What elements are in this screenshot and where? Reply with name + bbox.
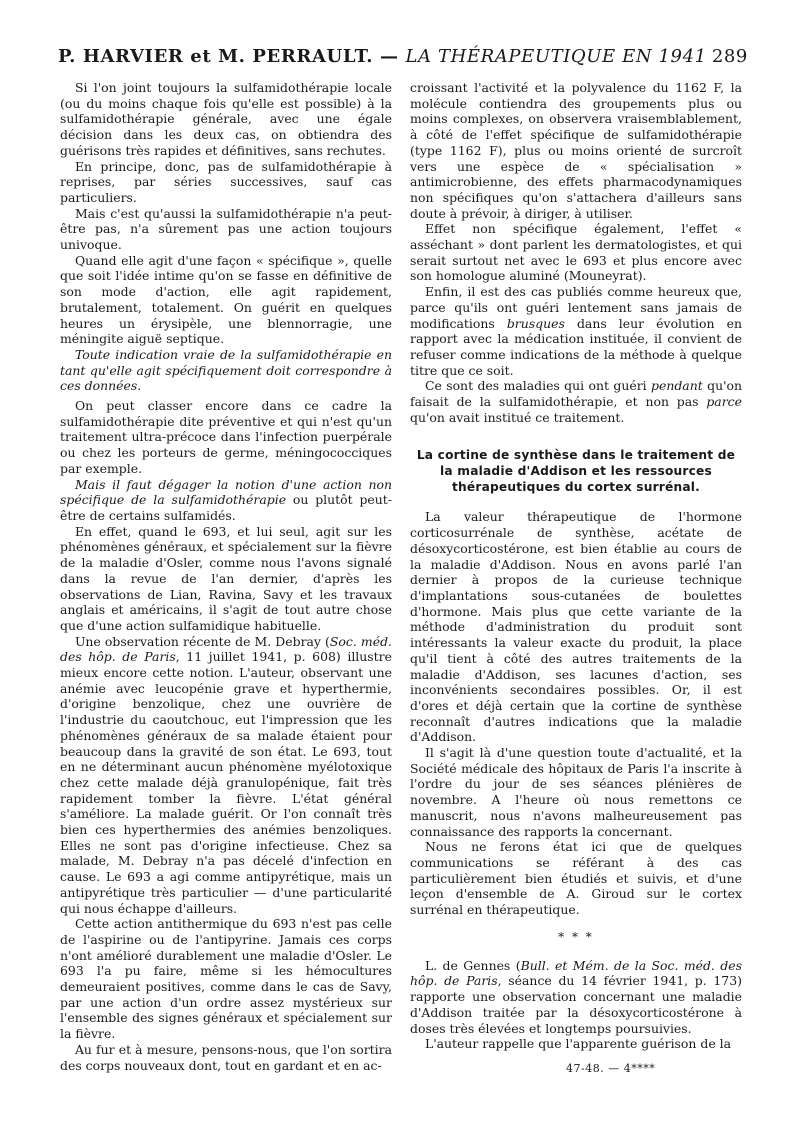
paragraph-text: Enfin, il est des cas publiés comme heureux que, parce qu'ils ont guéri lentement sans jamais de modifications [410,284,742,331]
paragraph: Mais c'est qu'aussi la sulfamidothérapie n'a peut-être pas, n'a sûrement pas une action toujours univoque. [60,205,392,253]
paragraph: Il s'agit là d'une question toute d'actualité, et la Société médicale des hôpitaux de Paris l'a inscrite à l'ordre du jour de ses séances plénières de novembre. A l'heure où nous remettons ce manuscrit, nous n'avons malheureusement pas connaissance des rapports la concernant. [410,745,742,839]
paragraph-text: Une observation récente de M. Debray ( [74,633,330,649]
paragraph: En principe, donc, pas de sulfamidothérapie à reprises, par séries successives, sauf cas particuliers. [60,158,392,205]
signature-mark: 47-48. — 4**** [566,1062,656,1075]
header-running-title: LA THÉRAPEUTIQUE EN 1941 [405,46,707,67]
paragraph: Cette action antithermique du 693 n'est pas celle de l'aspirine ou de l'antipyrine. Jamais ces corps n'ont amélioré durablement une maladie d'Osler. Le 693 l'a pu faire, même si les hémocultures demeuraient positives, comme dans le cas de Savy, par une action d'un ordre assez mystérieux sur l'ensemble des signes généraux et spécialement sur la fièvre. [60,916,392,1042]
italic-text: pendant [651,378,703,394]
section-heading: La cortine de synthèse dans le traitement de la maladie d'Addison et les ressources thérapeutiques du cortex surrénal. [416,448,736,495]
paragraph: Quand elle agit d'une façon « spécifique », quelle que soit l'idée intime qu'on se fasse en définitive de son mode d'action, elle agit rapidement, brutalement, totalement. On guérit en quelques heures un érysipèle, une blennorragie, une méningite aiguë septique. [60,252,392,347]
paragraph: En effet, quand le 693, et lui seul, agit sur les phénomènes généraux, et spécialement sur la fièvre de la maladie d'Osler, comme nous l'avons signalé dans la revue de l'an dernier, d'après les observations de Lian, Ravina, Savy et les travaux anglais et américains, il s'agit de tout autre chose que d'une action sulfamidique habituelle. [60,523,392,633]
paragraph-text: dans leur évolution en rapport avec la médication instituée, il convient de refuser comme indications de la méthode à quelque titre que ce soit. [410,315,742,378]
paragraph [410,958,742,1037]
paragraph: Nous ne ferons état ici que de quelques communications se référant à des cas particulièrement bien étudiés et suivis, et d'une leçon d'ensemble de A. Giroud sur le cortex surrénal en thérapeutique. [410,839,742,918]
paragraph [410,284,742,378]
paragraph: La valeur thérapeutique de l'hormone corticosurrénale de synthèse, acétate de désoxycorticostérone, est bien établie au cours de la maladie d'Addison. Nous en avons parlé l'an dernier à propos de la curieuse technique d'implantations sous-cutanées de boulettes d'hormone. Mais plus que cette variante de la méthode d'administration du produit sont intéressants la valeur exacte du produit, la place qu'il tient à côté des autres traitements de la maladie d'Addison, ses lacunes d'action, ses inconvénients secondaires possibles. Or, il est d'ores et déjà certain que la cortine de synthèse reconnaît d'autres indications que la maladie d'Addison. [410,509,742,745]
italic-text: Mais il faut dégager la notion d'une action non spécifique de la sulfamidothérapie [60,476,392,508]
citation: Soc. méd. des hôp. de Paris [60,633,392,665]
paragraph-text: Ce sont des maladies qui ont guéri [424,378,652,394]
citation: Bull. et Mém. de la Soc. méd. des hôp. de Paris [410,957,742,989]
paragraph-text: , séance du 14 février 1941, p. 173) rapporte une observation concernant une maladie d'Addison traitée par la désoxycorticostérone à doses très élevées et longtemps poursuivies. [410,973,742,1036]
paragraph: L'auteur rappelle que l'apparente guérison de la [424,1036,732,1052]
paragraph: On peut classer encore dans ce cadre la sulfamidothérapie dite préventive et qui n'est qu'un traitement ultra-précoce dans l'infection puerpérale ou chez les porteurs de germe, méningococciques par exemple. [60,398,392,476]
paragraph-text: L. de Gennes ( [424,957,521,973]
paragraph-text: qu'on avait institué ce traitement. [410,409,625,425]
paragraph [60,477,392,524]
header-authors: P. HARVIER et M. PERRAULT. — [58,46,406,67]
section-separator-stars: * * * [558,929,594,944]
paragraph-text: ou plutôt peut-être de certains sulfamidés. [60,492,393,523]
paragraph [410,378,742,425]
italic-paragraph [60,347,392,394]
italic-text: brusques [506,315,565,331]
paragraph: croissant l'activité et la polyvalence du 1162 F, la molécule contiendra des groupements plus ou moins complexes, on observera vraisemblablement, à côté de l'effet spécifique de sulfamidothérapie (type 1162 F), plus ou moins orienté de surcroît vers une espèce de « spécialisation » antimicrobienne, des effets pharmacodynamiques non spécifiques qu'on s'attachera d'ailleurs sans doute à prévoir, à diriger, à utiliser. [410,80,742,221]
italic-text: Toute indication vraie de la sulfamidothérapie en tant qu'elle agit spécifiquement doit correspondre à ces données. [60,346,392,394]
paragraph-text: , 11 juillet 1941, p. 608) illustre mieux encore cette notion. L'auteur, observant une anémie avec leucopénie grave et hyperthermie, d'origine benzolique, chez une ouvrière de l'industrie du caoutchouc, eut l'impression que les phénomènes généraux de sa malade étaient pour beaucoup dans la gravité de son état. Le 693, tout en ne déterminant aucun phénomène myélotoxique chez cette malade déjà granulopénique, fait très rapidement tomber la fièvre. L'état général s'améliore. La malade guérit. Or l'on connaît très bien ces hyperthermies des anémies benzoliques. Elles ne sont pas d'origine infectieuse. Chez sa malade, M. Debray n'a pas décelé d'infection en cause. Le 693 a agi comme antipyrétique, mais un antipyrétique très particulier — d'une particularité qui nous échappe d'ailleurs. [60,649,392,916]
paragraph-text: qu'on faisait de la sulfamidothérapie, et non pas [410,378,742,410]
paragraph: Au fur et à mesure, pensons-nous, que l'on sortira des corps nouveaux dont, tout en gardant et en ac- [60,1041,392,1073]
right-column [410,80,742,1052]
paragraph: Effet non spécifique également, l'effet « asséchant » dont parlent les dermatologistes, et qui serait surtout net avec le 693 et plus encore avec son homologue aluminé (Mouneyrat). [410,221,742,284]
paragraph: Si l'on joint toujours la sulfamidothérapie locale (ou du moins chaque fois qu'elle est possible) à la sulfamidothérapie générale, avec une égale décision dans les deux cas, on obtiendra des guérisons très rapides et définitives, sans rechutes. [60,80,392,158]
italic-text: parce [706,394,742,410]
running-header [58,46,748,67]
page-number: 289 [711,46,748,67]
paragraph [60,634,392,917]
left-column [60,80,392,1073]
